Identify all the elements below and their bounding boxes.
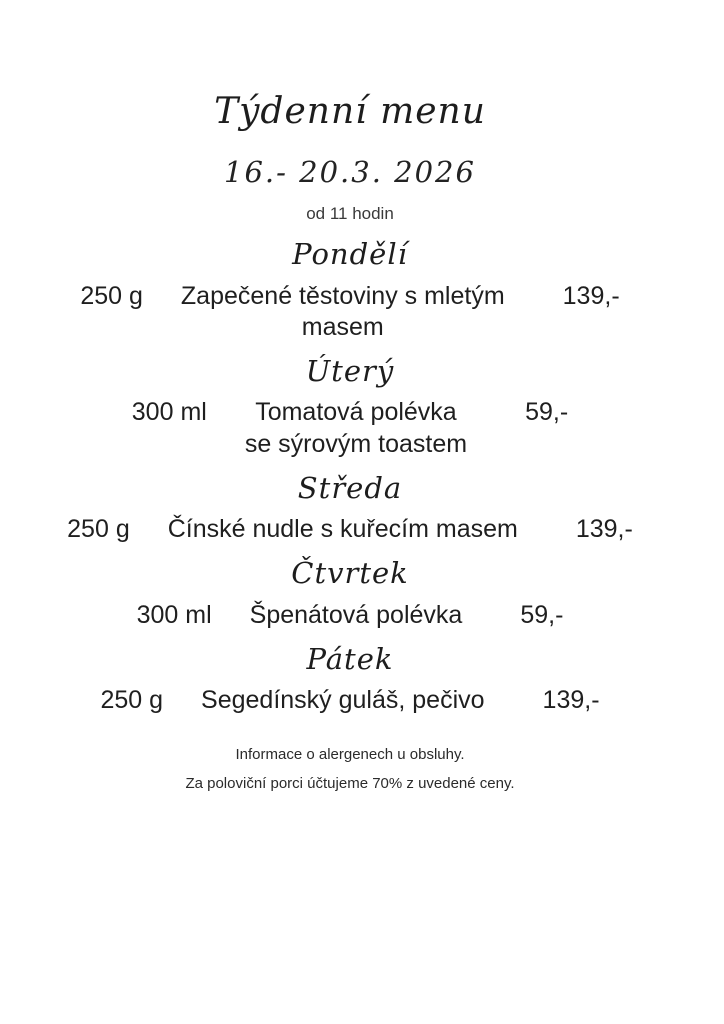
- item-price: 59,-: [525, 398, 569, 427]
- item-dish-line2: masem: [301, 312, 384, 341]
- item-dish-line1: Čínské nudle s kuřecím masem: [167, 515, 518, 544]
- item-quantity: 250 g: [100, 686, 164, 715]
- item-quantity: 250 g: [67, 515, 130, 544]
- item-quantity: 250 g: [80, 281, 143, 310]
- menu-item-thursday: [0, 600, 700, 631]
- day-header-friday: Pátek: [306, 641, 394, 676]
- day-header-tuesday: Úterý: [305, 354, 395, 389]
- item-dish-line1: Špenátová polévka: [249, 600, 463, 629]
- page-title: Týdenní menu: [214, 91, 486, 132]
- menu-item-friday: [0, 685, 700, 716]
- item-quantity: 300 ml: [131, 398, 207, 427]
- day-header-monday: Pondělí: [292, 237, 408, 272]
- menu-item-wednesday: [0, 514, 700, 545]
- item-dish-line1: Zapečené těstoviny s mletým: [180, 281, 505, 310]
- day-header-wednesday: Středa: [297, 470, 403, 505]
- half-portion-note: Za poloviční porci účtujeme 70% z uvedené ceny.: [185, 775, 515, 793]
- item-dish-name: [168, 514, 518, 545]
- item-dish-name: [250, 600, 463, 631]
- item-price: 59,-: [520, 600, 564, 629]
- item-dish-name: [201, 685, 485, 716]
- menu-item-monday: [0, 281, 700, 344]
- item-price: 139,-: [542, 686, 600, 715]
- allergen-note: Informace o alergenech u obsluhy.: [235, 746, 465, 764]
- item-dish-name: [245, 397, 467, 460]
- item-dish-name: [181, 281, 505, 344]
- item-quantity: 300 ml: [136, 600, 212, 629]
- item-price: 139,-: [575, 515, 633, 544]
- date-range: 16.- 20.3. 2026: [224, 155, 476, 190]
- menu-item-tuesday: [0, 397, 700, 460]
- item-dish-line2: se sýrovým toastem: [244, 429, 468, 458]
- item-dish-line1: Tomatová polévka: [255, 398, 457, 427]
- item-dish-line1: Segedínský guláš, pečivo: [201, 686, 485, 715]
- item-price: 139,-: [562, 281, 620, 310]
- serving-time-note: od 11 hodin: [306, 203, 394, 223]
- day-header-thursday: Čtvrtek: [291, 556, 409, 591]
